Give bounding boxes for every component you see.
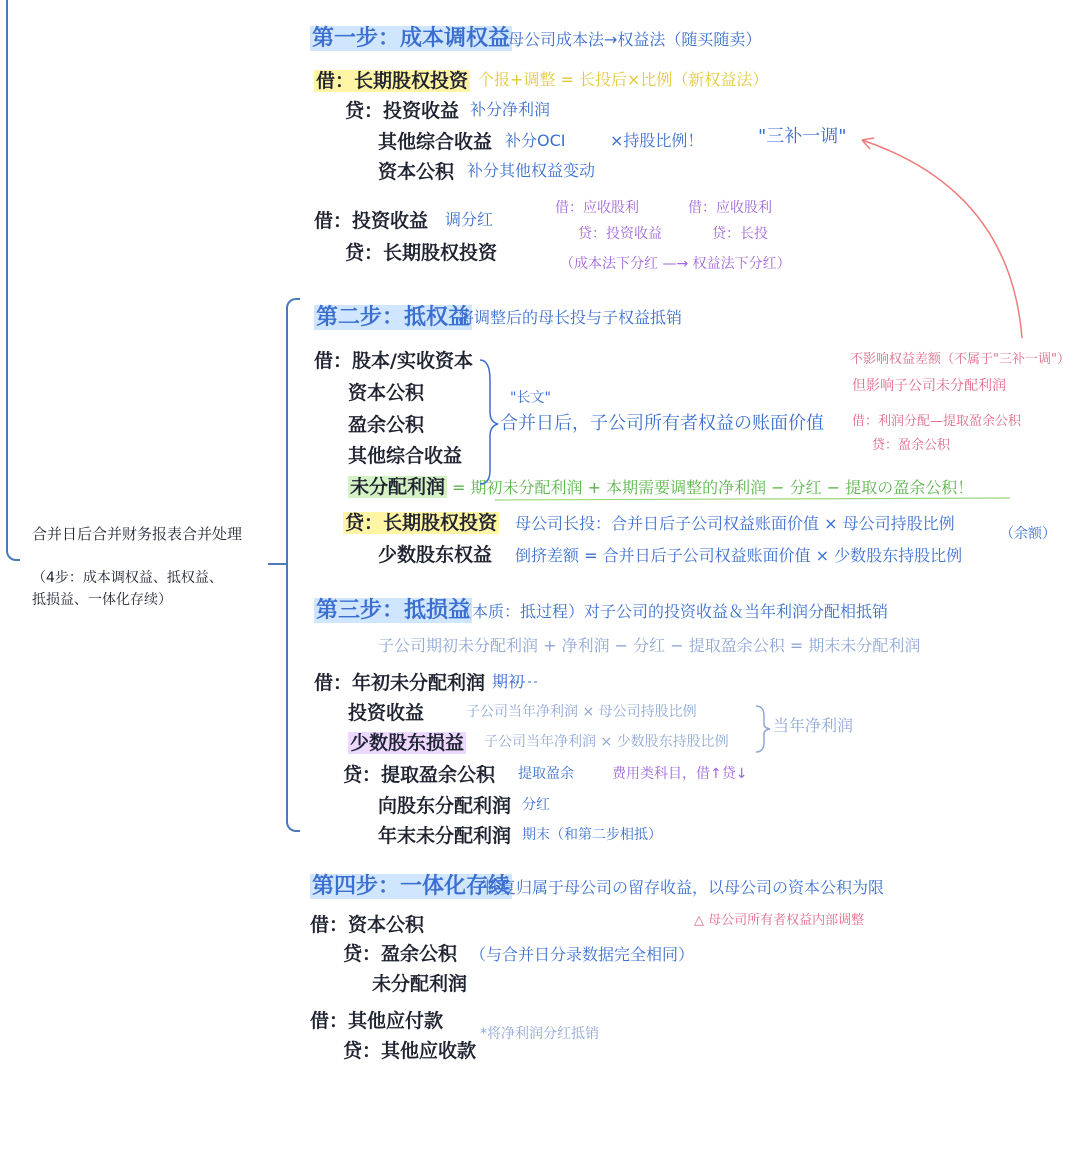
step3-line1-note: 期初 <box>492 672 525 691</box>
step2-red1: 不影响权益差额（不属于"三补一调"） <box>850 352 1070 367</box>
step3-heading-note: （本质：抵过程）对子公司的投资收益＆当年利润分配相抵销 <box>456 602 889 621</box>
step2-merge-note: 合并日后，子公司所有者权益の账面价值 <box>500 413 824 434</box>
step3-line6-note: 期末（和第二步相抵） <box>522 827 662 843</box>
step2-credit2: 少数股东权益 <box>378 544 493 566</box>
green-underline <box>495 498 1010 500</box>
step1-three-label: "三补一调" <box>758 126 847 147</box>
step2-credit1-text: 贷：长期股权投资 <box>345 512 498 534</box>
red-curve-arrow <box>862 140 1022 338</box>
step2-debit4: 其他综合收益 <box>348 445 463 467</box>
step3-line6-main: 年末未分配利润 <box>378 825 512 847</box>
step1-line4-note: 补分其他权益变动 <box>467 161 596 180</box>
step4-tail2: 贷：其他应收款 <box>343 1040 477 1062</box>
step3-line3-text: 少数股东损益 <box>350 732 465 754</box>
step1-line1-main <box>314 70 470 93</box>
step2-undistributed-note: = 期初未分配利润 + 本期需要调整的净利润 − 分红 − 提取の盈余公积！ <box>452 478 974 497</box>
step1-heading <box>310 26 512 52</box>
step3-line3-main <box>348 732 466 755</box>
step4-line2: 贷：盈余公积 <box>343 943 458 965</box>
root-bracket <box>6 0 20 561</box>
step2-red2: 但影响子公司未分配利润 <box>852 378 1006 394</box>
step2-debit-brace <box>480 360 498 484</box>
step1-div-main1: 借：投资收益 <box>314 210 429 232</box>
step1-side-a2: 贷：投资收益 <box>578 226 662 242</box>
step4-heading-text: 第四步：一体化存续 <box>312 874 511 899</box>
step3-line3-note: 子公司当年净利润 × 少数股东持股比例 <box>484 734 729 750</box>
step2-debit1: 借：股本/实收资本 <box>314 350 473 372</box>
step2-debit5 <box>348 476 447 499</box>
step3-line2-main: 投资收益 <box>348 702 425 724</box>
step2-debit2: 资本公积 <box>348 382 425 404</box>
step2-heading <box>314 305 472 331</box>
step1-line4-main: 资本公积 <box>378 161 455 183</box>
step3-heading-text: 第三步：抵损益 <box>316 598 471 623</box>
step1-div-note: 调分红 <box>445 210 494 229</box>
step1-ratio-note: ×持股比例！ <box>610 131 704 150</box>
step2-heading-note: 将调整后的母长投与子权益抵销 <box>458 308 683 327</box>
step3-line4-main: 贷：提取盈余公积 <box>343 764 496 786</box>
step1-line3-main: 其他综合收益 <box>378 131 493 153</box>
step2-pink1: 借：利润分配—提取盈余公积 <box>852 414 1022 429</box>
step2-long-label: "长文" <box>510 390 551 406</box>
step2-credit1 <box>343 512 499 535</box>
step1-line2-main: 贷：投资收益 <box>345 100 460 122</box>
step4-line2-note: （与合并日分录数据完全相同） <box>470 945 695 964</box>
step1-div-main2: 贷：长期股权投资 <box>345 242 498 264</box>
step1-line1-text: 借：长期股权投资 <box>316 70 469 92</box>
step3-line2-note: 子公司当年净利润 × 母公司持股比例 <box>466 704 697 720</box>
step2-debit5-text: 未分配利润 <box>350 476 446 498</box>
step3-profit-brace <box>756 706 770 752</box>
steps-bracket <box>286 298 300 832</box>
step1-line2-note: 补分净利润 <box>470 100 551 119</box>
step2-pink2: 贷：盈余公积 <box>872 438 951 453</box>
step1-heading-text: 第一步：成本调权益 <box>312 26 511 51</box>
step1-heading-note: 母公司成本法→权益法（随买随卖） <box>508 30 762 49</box>
step1-side-a1: 借：应收股利 <box>555 200 639 216</box>
step2-debit3: 盈余公积 <box>348 414 425 436</box>
step1-side-b1: 借：应收股利 <box>688 200 772 216</box>
step4-line1: 借：资本公积 <box>310 914 425 936</box>
step3-brace-note: 当年净利润 <box>773 716 854 735</box>
red-arrow-head <box>862 138 874 149</box>
step4-heading-note: 恢复归属于母公司の留存收益，以母公司の资本公积为限 <box>484 878 885 897</box>
step3-fee-note: 费用类科目，借↑贷↓ <box>612 766 748 782</box>
step3-formula: 子公司期初未分配利润 + 净利润 − 分红 − 提取盈余公积 = 期末未分配利润 <box>378 636 921 655</box>
step1-line3-note: 补分OCI <box>505 131 566 150</box>
root-title: 合并日后合并财务报表合并处理 <box>32 525 243 543</box>
step4-heading <box>310 874 512 900</box>
step3-line4-note: 提取盈余 <box>518 766 574 782</box>
step3-line5-note: 分红 <box>522 797 550 813</box>
step1-side-b2: 贷：长投 <box>712 226 768 242</box>
step3-line5-main: 向股东分配利润 <box>378 795 512 817</box>
step3-line1-main: 借：年初未分配利润 <box>314 672 486 694</box>
step4-pink-note: △ 母公司所有者权益内部调整 <box>694 913 865 928</box>
step4-tail-note: *将净利润分红抵销 <box>480 1026 599 1042</box>
step4-tail1: 借：其他应付款 <box>310 1010 444 1032</box>
step2-credit2-note: 倒挤差额 = 合并日后子公司权益账面价值 × 少数股东持股比例 <box>515 546 963 565</box>
step4-line3: 未分配利润 <box>372 973 468 995</box>
step1-side-c: （成本法下分红 —→ 权益法下分红） <box>560 256 791 272</box>
step2-heading-text: 第二步：抵权益 <box>316 305 471 330</box>
step2-credit1-note: 母公司长投：合并日后子公司权益账面价值 × 母公司持股比例 <box>515 514 955 533</box>
step2-remainder: （余额） <box>1000 526 1056 542</box>
root-subtitle: （4步：成本调权益、抵权益、 抵损益、一体化存续） <box>32 570 223 608</box>
root-connector <box>268 563 288 565</box>
step1-line1-note: 个报+调整 = 长投后×比例（新权益法） <box>478 70 769 89</box>
step3-heading <box>314 598 472 624</box>
